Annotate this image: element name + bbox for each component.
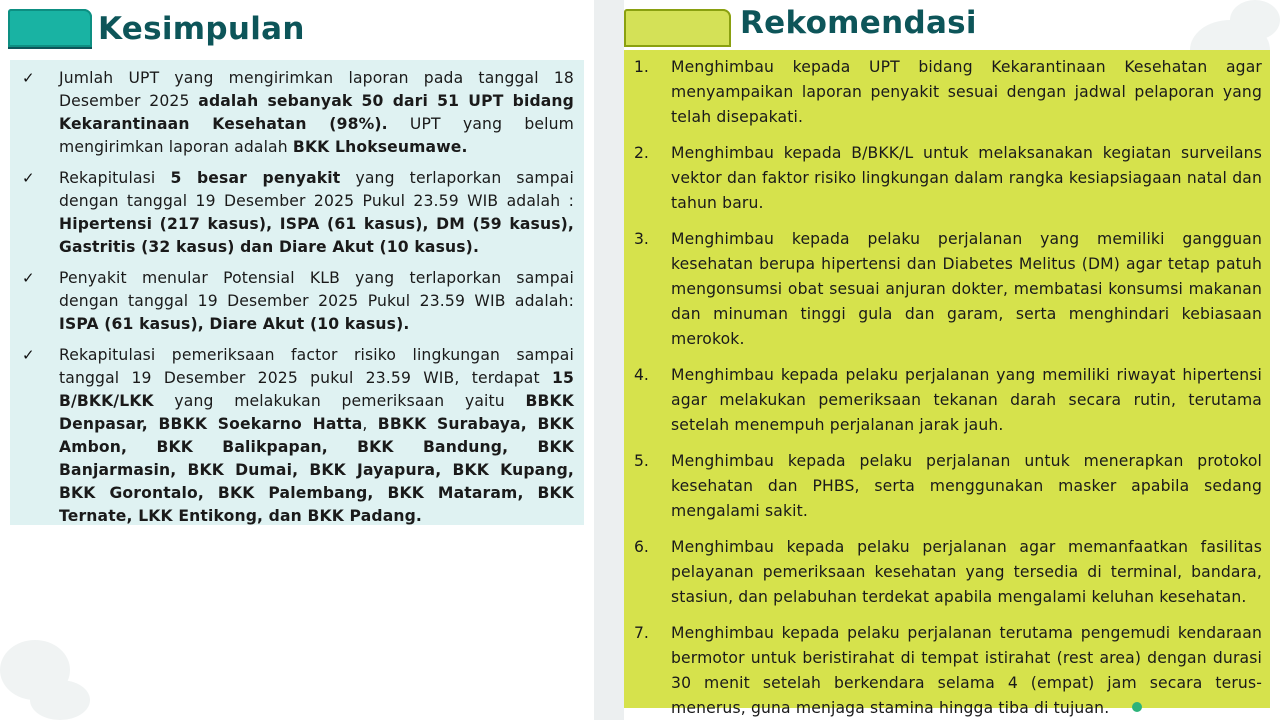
conclusion-list: [20, 67, 574, 528]
checkmark-icon: ✓: [22, 169, 35, 187]
recommendation-number: 2.: [634, 144, 649, 162]
recommendation-number: 4.: [634, 366, 649, 384]
conclusion-tab-marker: [8, 9, 92, 47]
recommendation-number: 6.: [634, 538, 649, 556]
text-run: ,: [362, 415, 378, 433]
recommendation-text: Menghimbau kepada pelaku perjalanan yang memiliki gangguan kesehatan berupa hipertensi dan Diabetes Melitus (DM) agar tetap patuh mengonsumsi obat sesuai anjuran dokter, membatasi konsumsi makanan dan minuman tinggi gula dan garam, serta menghindari kebiasaan merokok.: [671, 230, 1262, 348]
bold-text-run: 15 B/BKK/LKK: [59, 369, 574, 410]
recommendation-panel: [624, 50, 1270, 717]
text-run: Rekapitulasi pemeriksaan factor risiko lingkungan sampai tanggal 19 Desember 2025 pukul 23.59 WIB, terdapat: [59, 346, 574, 387]
conclusion-item: [20, 267, 574, 336]
text-run: Penyakit menular Potensial KLB yang terlaporkan sampai dengan tanggal 19 Desember 2025 Pukul 23.59 WIB adalah:: [59, 269, 574, 310]
conclusion-item-text: [59, 267, 574, 336]
recommendation-item: [634, 621, 1262, 721]
conclusion-panel: [10, 60, 584, 525]
decorative-cloud-shape: [1230, 0, 1280, 40]
recommendation-text: Menghimbau kepada pelaku perjalanan agar memanfaatkan fasilitas pelayanan pemeriksaan kesehatan yang tersedia di terminal, bandara, stasiun, dan pelabuhan terdekat apabila mengalami keluhan kesehatan.: [671, 538, 1262, 606]
bold-text-run: 5 besar penyakit: [170, 169, 341, 187]
text-run: UPT yang belum mengirimkan laporan adalah: [59, 115, 574, 156]
bold-text-run: BBKK Surabaya, BKK Ambon, BKK Balikpapan, BKK Bandung, BKK Banjarmasin, BKK Dumai, BKK Jayapura, BKK Kupang, BKK Gorontalo, BKK Palembang, BKK Mataram, BKK Ternate, LKK Entikong, dan BKK Padang.: [59, 415, 574, 525]
recommendation-text: Menghimbau kepada pelaku perjalanan yang memiliki riwayat hipertensi agar melakukan pemeriksaan tekanan darah secara rutin, terutama setelah menempuh perjalanan jarak jauh.: [671, 366, 1262, 434]
bold-text-run: adalah sebanyak 50 dari 51 UPT bidang Kekarantinaan Kesehatan (98%).: [59, 92, 574, 133]
recommendation-item: [634, 227, 1262, 352]
checkmark-icon: ✓: [22, 69, 35, 87]
conclusion-item: [20, 344, 574, 528]
decorative-dot: [1132, 702, 1142, 712]
recommendation-number: 3.: [634, 230, 649, 248]
text-run: Jumlah UPT yang mengirimkan laporan pada tanggal 18 Desember 2025: [59, 69, 574, 110]
recommendation-number: 7.: [634, 624, 649, 642]
recommendation-tab-marker: [624, 9, 731, 47]
conclusion-item-text: [59, 67, 574, 159]
recommendation-item: [634, 141, 1262, 216]
recommendation-item: [634, 535, 1262, 610]
conclusion-item-text: [59, 167, 574, 259]
bold-text-run: ISPA (61 kasus), Diare Akut (10 kasus).: [59, 315, 410, 333]
conclusion-item: [20, 67, 574, 159]
bold-text-run: BBKK Denpasar, BBKK Soekarno Hatta: [59, 392, 574, 433]
recommendation-number: 5.: [634, 452, 649, 470]
recommendation-text: Menghimbau kepada B/BKK/L untuk melaksanakan kegiatan surveilans vektor dan faktor risiko lingkungan dalam rangka kesiapsiagaan natal dan tahun baru.: [671, 144, 1262, 212]
checkmark-icon: ✓: [22, 269, 35, 287]
text-run: Rekapitulasi: [59, 169, 171, 187]
checkmark-icon: ✓: [22, 346, 35, 364]
conclusion-item-text: [59, 344, 574, 528]
bold-text-run: BKK Lhokseumawe.: [292, 138, 468, 156]
recommendation-item: [634, 449, 1262, 524]
conclusion-title-underline: [8, 47, 92, 49]
recommendation-text: Menghimbau kepada pelaku perjalanan terutama pengemudi kendaraan bermotor untuk beristirahat di tempat istirahat (rest area) dengan durasi 30 menit setelah berkendara selama 4 (empat) jam secara terus-menerus, guna menjaga stamina hingga tiba di tujuan.: [671, 624, 1262, 717]
recommendation-text: Menghimbau kepada UPT bidang Kekarantinaan Kesehatan agar menyampaikan laporan penyakit sesuai dengan jadwal pelaporan yang telah disepakati.: [671, 58, 1262, 126]
recommendation-title: Rekomendasi: [740, 5, 977, 41]
conclusion-item: [20, 167, 574, 259]
background-strip: [594, 0, 624, 720]
recommendation-text: Menghimbau kepada pelaku perjalanan untuk menerapkan protokol kesehatan dan PHBS, serta menggunakan masker apabila sedang mengalami sakit.: [671, 452, 1262, 520]
recommendation-item: [634, 55, 1262, 130]
decorative-cloud-shape: [30, 680, 90, 720]
bold-text-run: Hipertensi (217 kasus), ISPA (61 kasus), DM (59 kasus), Gastritis (32 kasus) dan Diare Akut (10 kasus).: [59, 215, 574, 256]
text-run: yang melakukan pemeriksaan yaitu: [153, 392, 526, 410]
recommendation-number: 1.: [634, 58, 649, 76]
text-run: yang terlaporkan sampai dengan tanggal 19 Desember 2025 Pukul 23.59 WIB adalah :: [59, 169, 574, 210]
recommendation-item: [634, 363, 1262, 438]
conclusion-title: Kesimpulan: [98, 11, 305, 47]
recommendation-list: [634, 55, 1262, 721]
